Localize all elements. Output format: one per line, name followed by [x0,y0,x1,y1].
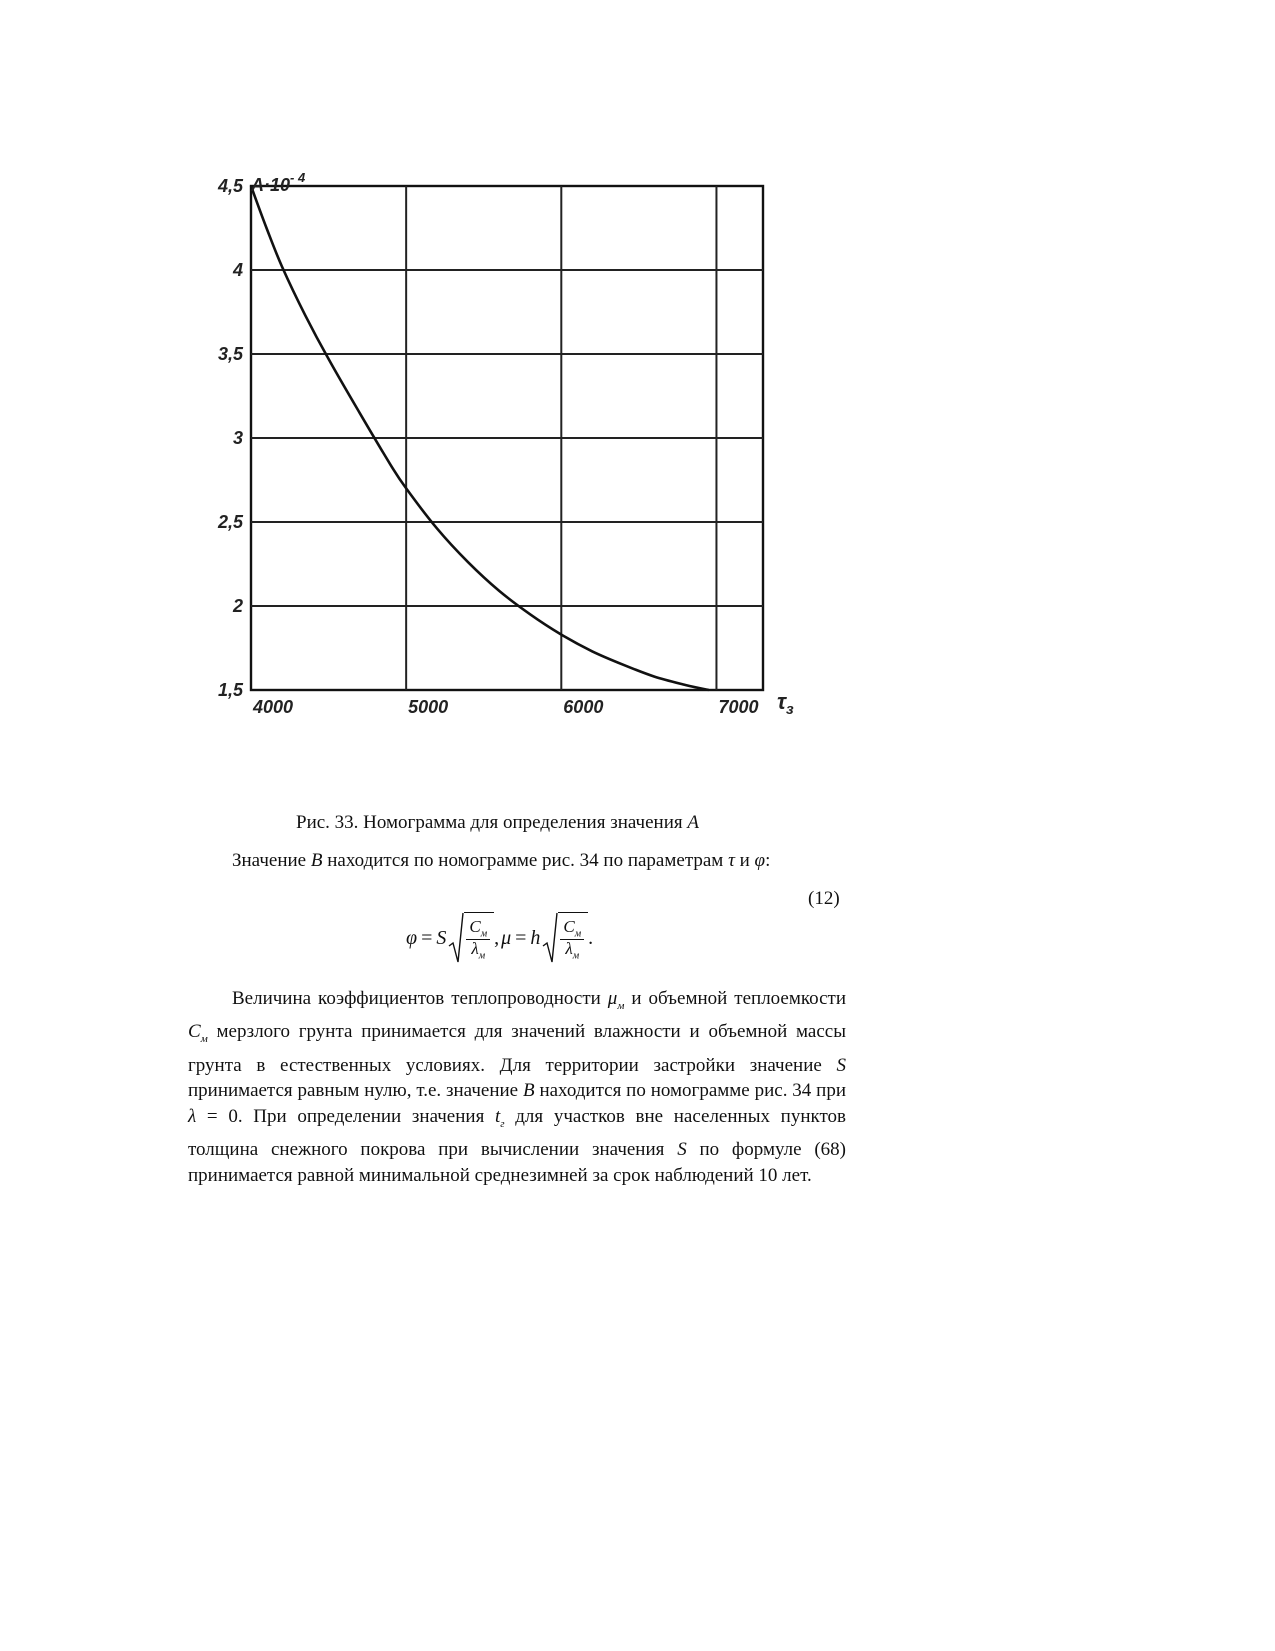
y-tick-label: 3,5 [217,344,243,364]
x-axis-label: $\tau_з$ [777,689,794,718]
x-tick-label: 6000 [563,697,604,717]
y-tick-label: 4 [232,260,243,280]
chart-ticks [217,176,759,717]
equation-number: (12) [808,888,840,909]
fraction: $\frac{C_м}{\lambda_м}$ [560,918,584,962]
y-tick-label: 1,5 [217,680,243,700]
y-tick-label: 3 [232,428,243,448]
text-line-value-b: Значение B находится по номограмме рис. 34 по параметрам τ и φ: [232,850,771,871]
nomogram-chart [215,168,815,768]
figure-caption: Рис. 33. Номограмма для определения значения A [296,812,699,833]
x-tick-label: 7000 [718,697,759,717]
y-tick-label: 2 [232,596,243,616]
chart-grid [251,186,763,690]
fraction: $\frac{C_м}{\lambda_м}$ [466,918,490,962]
x-tick-label: 5000 [408,697,449,717]
body-paragraph: Величина коэффициентов теплопроводности $\mu_м$ и объемной теплоемкости $C_м$ мерзлого грунта принимается для значений влажности и объемной массы грунта в естественных условиях. Для территории застройки значение S принимается равным нулю, т.е. значение B находится по номограмме рис. 34 при λ = 0. При определении значения $t_г$ для участков вне населенных пунктов толщина снежного покрова при вычислении значения S по формуле (68) принимается равной минимальной среднезимней за срок наблюдений 10 лет. [188,988,847,1186]
square-root [542,912,588,964]
y-tick-label: 4,5 [217,176,243,196]
x-tick-label: 4000 [253,697,294,717]
formula: φ = S $\frac{C_м}{\lambda_м}$ , μ = h $\frac{C_м}{\lambda_м}$ . [406,908,593,968]
square-root [448,912,494,964]
y-axis-label: $A\cdot 10^{- 4}$ [251,170,306,195]
y-tick-label: 2,5 [217,512,243,532]
